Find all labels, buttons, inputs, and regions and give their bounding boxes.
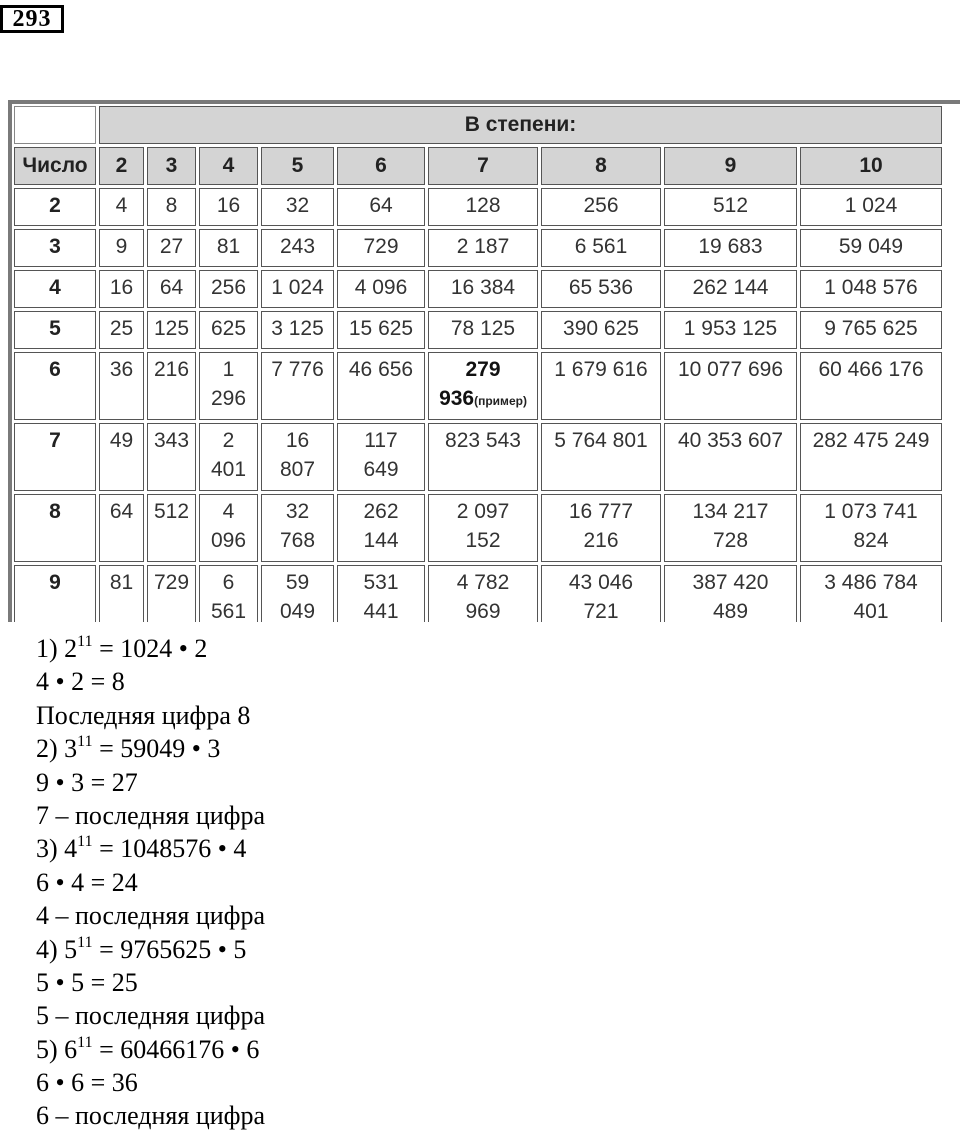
- power-header: 3: [147, 147, 196, 185]
- power-value: [99, 188, 144, 226]
- table-row: [14, 423, 942, 491]
- solution-line: 7 – последняя цифра: [36, 800, 266, 830]
- base-number: 2: [14, 188, 96, 226]
- solution-line: 6 • 4 = 24: [36, 867, 138, 897]
- power-value: [199, 188, 258, 226]
- value-part: 243: [279, 235, 316, 258]
- value-part: 1 024: [271, 276, 324, 299]
- power-value: [99, 423, 144, 491]
- expression-result: = 59049 • 3: [92, 734, 221, 764]
- power-value: [664, 494, 797, 562]
- power-value: [147, 565, 196, 622]
- power-value: [337, 311, 425, 349]
- power-value: [541, 352, 661, 420]
- value-part: 531: [363, 571, 399, 594]
- solution-line: 4 • 2 = 8: [36, 667, 125, 697]
- value-part: 6: [222, 571, 235, 594]
- value-part: 721: [583, 600, 619, 622]
- power-value: [541, 494, 661, 562]
- value-part: 096: [210, 529, 247, 552]
- value-part: 46 656: [348, 358, 414, 381]
- power-value: [337, 270, 425, 308]
- expression-base: 3) 4: [36, 834, 78, 864]
- base-number: 9: [14, 565, 96, 622]
- power-value: [800, 565, 942, 622]
- power-header: 2: [99, 147, 144, 185]
- value-part: 64: [109, 500, 134, 523]
- value-part: 401: [210, 458, 247, 481]
- power-value: [337, 494, 425, 562]
- expression-result: = 1048576 • 4: [92, 834, 247, 864]
- power-header: 9: [664, 147, 797, 185]
- power-value: [664, 229, 797, 267]
- power-header: 6: [337, 147, 425, 185]
- power-value: [428, 423, 538, 491]
- table-row: [14, 311, 942, 349]
- solution-line: 5 – последняя цифра: [36, 1001, 266, 1031]
- value-part: 3 486 784: [824, 571, 918, 594]
- solution-line: [36, 933, 936, 966]
- power-header: 7: [428, 147, 538, 185]
- power-value: [261, 352, 334, 420]
- table-row: [14, 188, 942, 226]
- value-part: 15 625: [348, 317, 414, 340]
- table-row: [14, 352, 942, 420]
- power-value: [337, 423, 425, 491]
- value-part: 823 543: [445, 429, 521, 452]
- base-number: 8: [14, 494, 96, 562]
- power-value: [428, 565, 538, 622]
- value-part: 5 764 801: [554, 429, 648, 452]
- power-value: [99, 494, 144, 562]
- power-value: [800, 188, 942, 226]
- power-value: [199, 352, 258, 420]
- power-value: [664, 270, 797, 308]
- power-value: [664, 352, 797, 420]
- power-value: [541, 311, 661, 349]
- power-header: 8: [541, 147, 661, 185]
- solution-line: 6 – последняя цифра: [36, 1101, 266, 1131]
- value-part: 117: [364, 429, 398, 452]
- value-part: 128: [465, 194, 501, 217]
- solution-line: [36, 732, 936, 765]
- value-part: 25: [109, 317, 134, 340]
- base-number: 3: [14, 229, 96, 267]
- power-value: [147, 188, 196, 226]
- power-value: [428, 494, 538, 562]
- number-column-header: Число: [14, 147, 96, 185]
- power-value: [261, 423, 334, 491]
- power-value: [147, 270, 196, 308]
- value-part: 4 782: [456, 571, 510, 594]
- value-part: 561: [210, 600, 247, 622]
- power-value: [147, 494, 196, 562]
- power-value: [428, 311, 538, 349]
- power-group-header: В степени:: [99, 106, 942, 144]
- power-value: [800, 494, 942, 562]
- power-value: [428, 270, 538, 308]
- power-value: [99, 565, 144, 622]
- power-value: [199, 311, 258, 349]
- power-value: [664, 423, 797, 491]
- value-part: 256: [210, 276, 247, 299]
- value-part: 729: [153, 571, 190, 594]
- power-value: [199, 229, 258, 267]
- value-part: 1 679 616: [554, 358, 648, 381]
- solution-text: [36, 632, 936, 1133]
- power-value: [261, 229, 334, 267]
- value-part: 16 777: [568, 500, 634, 523]
- task-number: 293: [0, 5, 64, 33]
- power-value: [337, 565, 425, 622]
- value-part: 216: [153, 358, 190, 381]
- solution-line: [36, 632, 936, 665]
- table-row: [14, 229, 942, 267]
- value-part: 216: [583, 529, 619, 552]
- power-value: [541, 565, 661, 622]
- power-value: [199, 270, 258, 308]
- value-part: 144: [363, 529, 399, 552]
- power-value: [664, 565, 797, 622]
- base-number: 5: [14, 311, 96, 349]
- value-part: 390 625: [563, 317, 639, 340]
- base-number: 6: [14, 352, 96, 420]
- value-part: 262 144: [692, 276, 769, 299]
- value-part: 279: [465, 358, 501, 381]
- expression-base: 4) 5: [36, 934, 78, 964]
- exponent: 11: [77, 733, 93, 751]
- value-part: 36: [109, 358, 134, 381]
- value-part: 125: [153, 317, 190, 340]
- value-part: 625: [210, 317, 247, 340]
- power-header: 5: [261, 147, 334, 185]
- value-part: 32: [285, 194, 310, 217]
- power-value: [147, 352, 196, 420]
- expression-base: 5) 6: [36, 1034, 78, 1064]
- value-part: 489: [712, 600, 749, 622]
- power-value: [99, 352, 144, 420]
- value-part: 4 096: [354, 276, 408, 299]
- power-value: [541, 270, 661, 308]
- power-value: [261, 270, 334, 308]
- value-part: 4: [115, 194, 128, 217]
- solution-line: 6 • 6 = 36: [36, 1068, 138, 1098]
- exponent: 11: [77, 633, 93, 650]
- powers-table: [11, 103, 945, 622]
- value-part: 282 475 249: [812, 429, 930, 452]
- solution-line: Последняя цифра 8: [36, 700, 251, 730]
- value-part: 6 561: [574, 235, 628, 258]
- power-value: [337, 188, 425, 226]
- value-part: 8: [165, 194, 178, 217]
- power-header: 10: [800, 147, 942, 185]
- power-header: 4: [199, 147, 258, 185]
- value-part: 049: [279, 600, 316, 622]
- value-part: 7 776: [271, 358, 324, 381]
- power-value: [428, 229, 538, 267]
- value-part: 262: [363, 500, 399, 523]
- solution-line: [36, 1033, 936, 1066]
- power-value: [199, 565, 258, 622]
- value-part: 728: [712, 529, 749, 552]
- power-value: [800, 311, 942, 349]
- expression-base: 1) 2: [36, 634, 78, 663]
- value-part: 64: [369, 194, 393, 217]
- value-part: 401: [853, 600, 889, 622]
- power-value: [541, 188, 661, 226]
- exponent: 11: [77, 833, 93, 851]
- value-part: 729: [363, 235, 399, 258]
- value-part: 9 765 625: [824, 317, 918, 340]
- solution-line: [36, 832, 936, 865]
- value-part: 1 073 741: [824, 500, 918, 523]
- value-part: 16: [216, 194, 241, 217]
- value-part: 512: [712, 194, 749, 217]
- power-value: [800, 270, 942, 308]
- value-part: 649: [363, 458, 399, 481]
- power-value: [261, 494, 334, 562]
- base-number: 4: [14, 270, 96, 308]
- exponent: 11: [77, 1033, 93, 1051]
- value-part: 78 125: [450, 317, 516, 340]
- expression-result: = 1024 • 2: [92, 634, 208, 663]
- value-part: 441: [363, 600, 399, 622]
- value-part: 60 466 176: [818, 358, 924, 381]
- value-part: 1 024: [844, 194, 898, 217]
- power-value: [337, 352, 425, 420]
- value-part: 16: [285, 429, 310, 452]
- value-part: 1 953 125: [683, 317, 778, 340]
- exponent: 11: [77, 933, 93, 951]
- value-part: 296: [210, 387, 247, 410]
- expression-base: 2) 3: [36, 734, 78, 764]
- value-part: 81: [109, 571, 134, 594]
- power-value: [541, 229, 661, 267]
- value-part: 49: [109, 429, 134, 452]
- power-value: [664, 188, 797, 226]
- value-part: 2 187: [456, 235, 510, 258]
- value-part: 768: [279, 529, 316, 552]
- table-row: [14, 565, 942, 622]
- table-row: [14, 270, 942, 308]
- value-part: 2 097: [456, 500, 510, 523]
- value-part: 40 353 607: [677, 429, 784, 452]
- value-part: 807: [279, 458, 316, 481]
- value-part: 64: [159, 276, 184, 299]
- value-part: 1: [222, 358, 235, 381]
- value-part: 936: [439, 387, 475, 410]
- power-value: [428, 188, 538, 226]
- value-part: 387 420: [692, 571, 769, 594]
- table-row: [14, 494, 942, 562]
- power-value: [541, 423, 661, 491]
- power-value: [199, 423, 258, 491]
- solution-line: 4 – последняя цифра: [36, 901, 266, 931]
- power-value: [147, 229, 196, 267]
- value-part: 134 217: [692, 500, 769, 523]
- value-part: 9: [115, 235, 128, 258]
- value-part: 27: [159, 235, 184, 258]
- value-part: 65 536: [568, 276, 634, 299]
- value-part: 824: [853, 529, 889, 552]
- power-value: [199, 494, 258, 562]
- power-value: [428, 352, 538, 420]
- value-part: 16: [109, 276, 134, 299]
- power-value: [800, 352, 942, 420]
- base-number: 7: [14, 423, 96, 491]
- power-value: [99, 311, 144, 349]
- power-value: [800, 423, 942, 491]
- expression-result: = 60466176 • 6: [92, 1034, 260, 1064]
- power-value: [261, 565, 334, 622]
- value-part: 3 125: [271, 317, 324, 340]
- value-part: 343: [153, 429, 190, 452]
- value-part: 59 049: [838, 235, 904, 258]
- corner-cell: [14, 106, 96, 144]
- power-value: [147, 423, 196, 491]
- value-part: 43 046: [568, 571, 634, 594]
- power-value: [99, 229, 144, 267]
- value-part: 81: [216, 235, 241, 258]
- value-part: 16 384: [450, 276, 516, 299]
- value-part: 19 683: [698, 235, 763, 258]
- power-value: [147, 311, 196, 349]
- value-part: 59: [285, 571, 310, 594]
- value-part: 256: [583, 194, 619, 217]
- power-value: [99, 270, 144, 308]
- power-value: [261, 311, 334, 349]
- value-part: 969: [465, 600, 501, 622]
- value-part: 2: [222, 429, 235, 452]
- power-value: [664, 311, 797, 349]
- expression-result: = 9765625 • 5: [92, 934, 247, 964]
- powers-table-image: [8, 100, 960, 622]
- solution-line: 9 • 3 = 27: [36, 767, 138, 797]
- value-part: 32: [285, 500, 310, 523]
- value-part: 1 048 576: [824, 276, 918, 299]
- value-part: 152: [465, 529, 501, 552]
- power-value: [337, 229, 425, 267]
- power-value: [261, 188, 334, 226]
- value-part: 512: [153, 500, 190, 523]
- example-note: (пример): [474, 394, 527, 408]
- value-part: 10 077 696: [677, 358, 784, 381]
- solution-line: 5 • 5 = 25: [36, 967, 138, 997]
- value-part: 4: [222, 500, 235, 523]
- power-value: [800, 229, 942, 267]
